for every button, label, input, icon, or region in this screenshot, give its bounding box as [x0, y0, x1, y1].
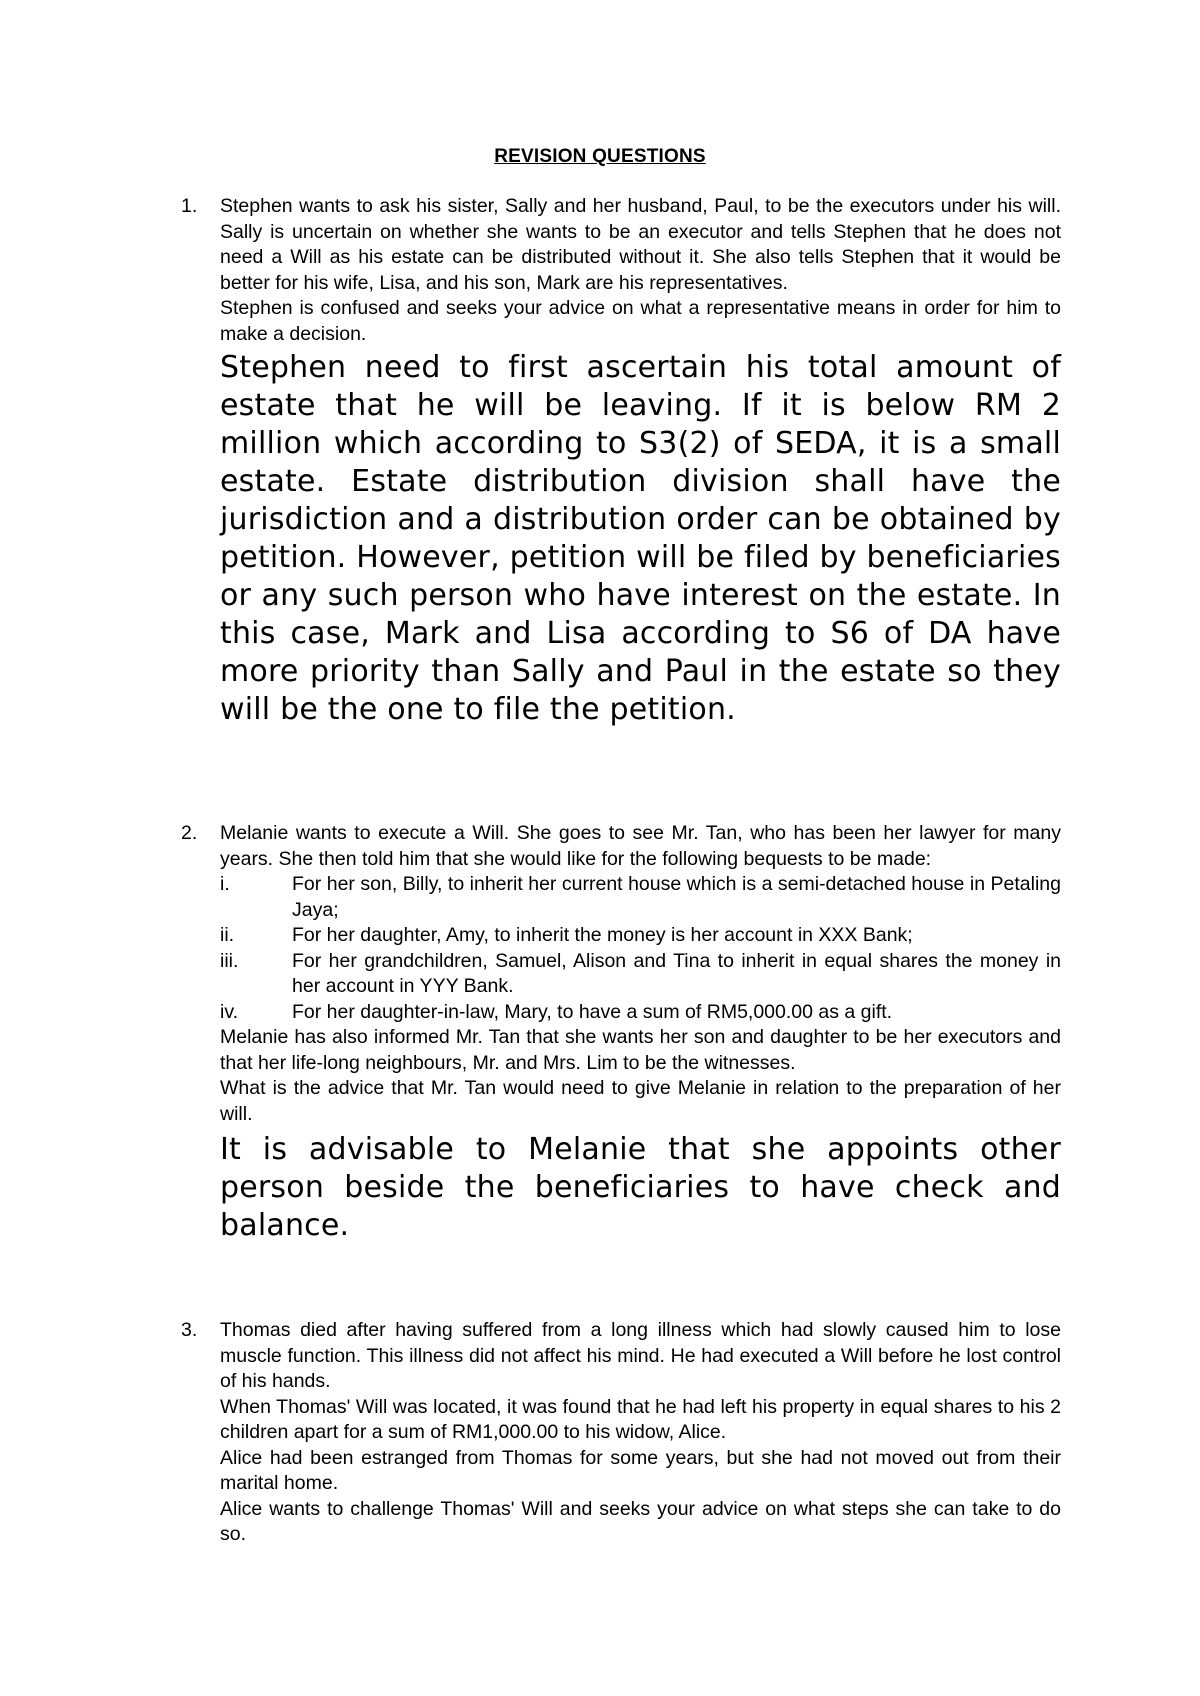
question-body — [220, 194, 1061, 729]
question-3 — [181, 1318, 1061, 1548]
question-body — [220, 1318, 1061, 1548]
list-item-text: For her son, Billy, to inherit her current house which is a semi-detached house in Petaling Jaya; — [292, 873, 1061, 921]
question-text: Stephen is confused and seeks your advice on what a representative means in order for him to make a decision. — [220, 297, 1061, 345]
question-number: 3. — [181, 1319, 198, 1341]
list-item-text: For her daughter, Amy, to inherit the money is her account in XXX Bank; — [292, 924, 913, 946]
question-text: Melanie has also informed Mr. Tan that she wants her son and daughter to be her executors and that her life-long neighbours, Mr. and Mrs. Lim to be the witnesses. — [220, 1026, 1061, 1074]
list-marker: i. — [220, 873, 230, 895]
question-text: Alice wants to challenge Thomas' Will and seeks your advice on what steps she can take to do so. — [220, 1497, 1061, 1545]
list-item — [220, 923, 1061, 949]
question-text: Stephen wants to ask his sister, Sally and her husband, Paul, to be the executors under his will. Sally is uncertain on whether she wants to be an executor and tells Stephen that he does not need a Will as his estate can be distributed without it. She also tells Stephen that it would be better for his wife, Lisa, and his son, Mark are his representatives. — [220, 195, 1061, 294]
answer-text: Stephen need to first ascertain his total amount of estate that he will be leaving. If it is below RM 2 million which according to S3(2) of SEDA, it is a small estate. Estate distribution division shall have the jurisdiction and a distribution order can be obtained by petition. However, petition will be filed by beneficiaries or any such person who have interest on the estate. In this case, Mark and Lisa according to S6 of DA have more priority than Sally and Paul in the estate so they will be the one to file the petition. — [220, 350, 1061, 727]
list-item — [220, 1000, 1061, 1026]
page-title: REVISION QUESTIONS — [494, 146, 706, 167]
list-item — [220, 949, 1061, 1000]
list-item-text: For her grandchildren, Samuel, Alison and Tina to inherit in equal shares the money in her account in YYY Bank. — [292, 949, 1061, 997]
question-text: Melanie wants to execute a Will. She goes to see Mr. Tan, who has been her lawyer for many years. She then told him that she would like for the following bequests to be made: — [220, 822, 1061, 870]
question-text: Thomas died after having suffered from a long illness which had slowly caused him to lose muscle function. This illness did not affect his mind. He had executed a Will before he lost control of his hands. — [220, 1319, 1061, 1392]
list-item-text: For her daughter-in-law, Mary, to have a sum of RM5,000.00 as a gift. — [292, 1000, 893, 1023]
question-text: What is the advice that Mr. Tan would need to give Melanie in relation to the preparation of her will. — [220, 1077, 1061, 1125]
question-text: When Thomas' Will was located, it was found that he had left his property in equal shares to his 2 children apart for a sum of RM1,000.00 to his widow, Alice. — [220, 1395, 1061, 1443]
list-marker: ii. — [220, 924, 235, 946]
answer-text: It is advisable to Melanie that she appoints other person beside the beneficiaries to have check and balance. — [220, 1132, 1061, 1243]
question-text: Alice had been estranged from Thomas for some years, but she had not moved out from their marital home. — [220, 1446, 1061, 1494]
question-1 — [181, 194, 1061, 729]
question-number: 1. — [181, 195, 198, 217]
list-marker: iv. — [220, 1000, 239, 1023]
list-item — [220, 872, 1061, 923]
question-number: 2. — [181, 822, 198, 844]
bequest-list — [220, 872, 1061, 1025]
list-marker: iii. — [220, 949, 239, 972]
question-2 — [181, 821, 1061, 1245]
question-body — [220, 821, 1061, 1245]
